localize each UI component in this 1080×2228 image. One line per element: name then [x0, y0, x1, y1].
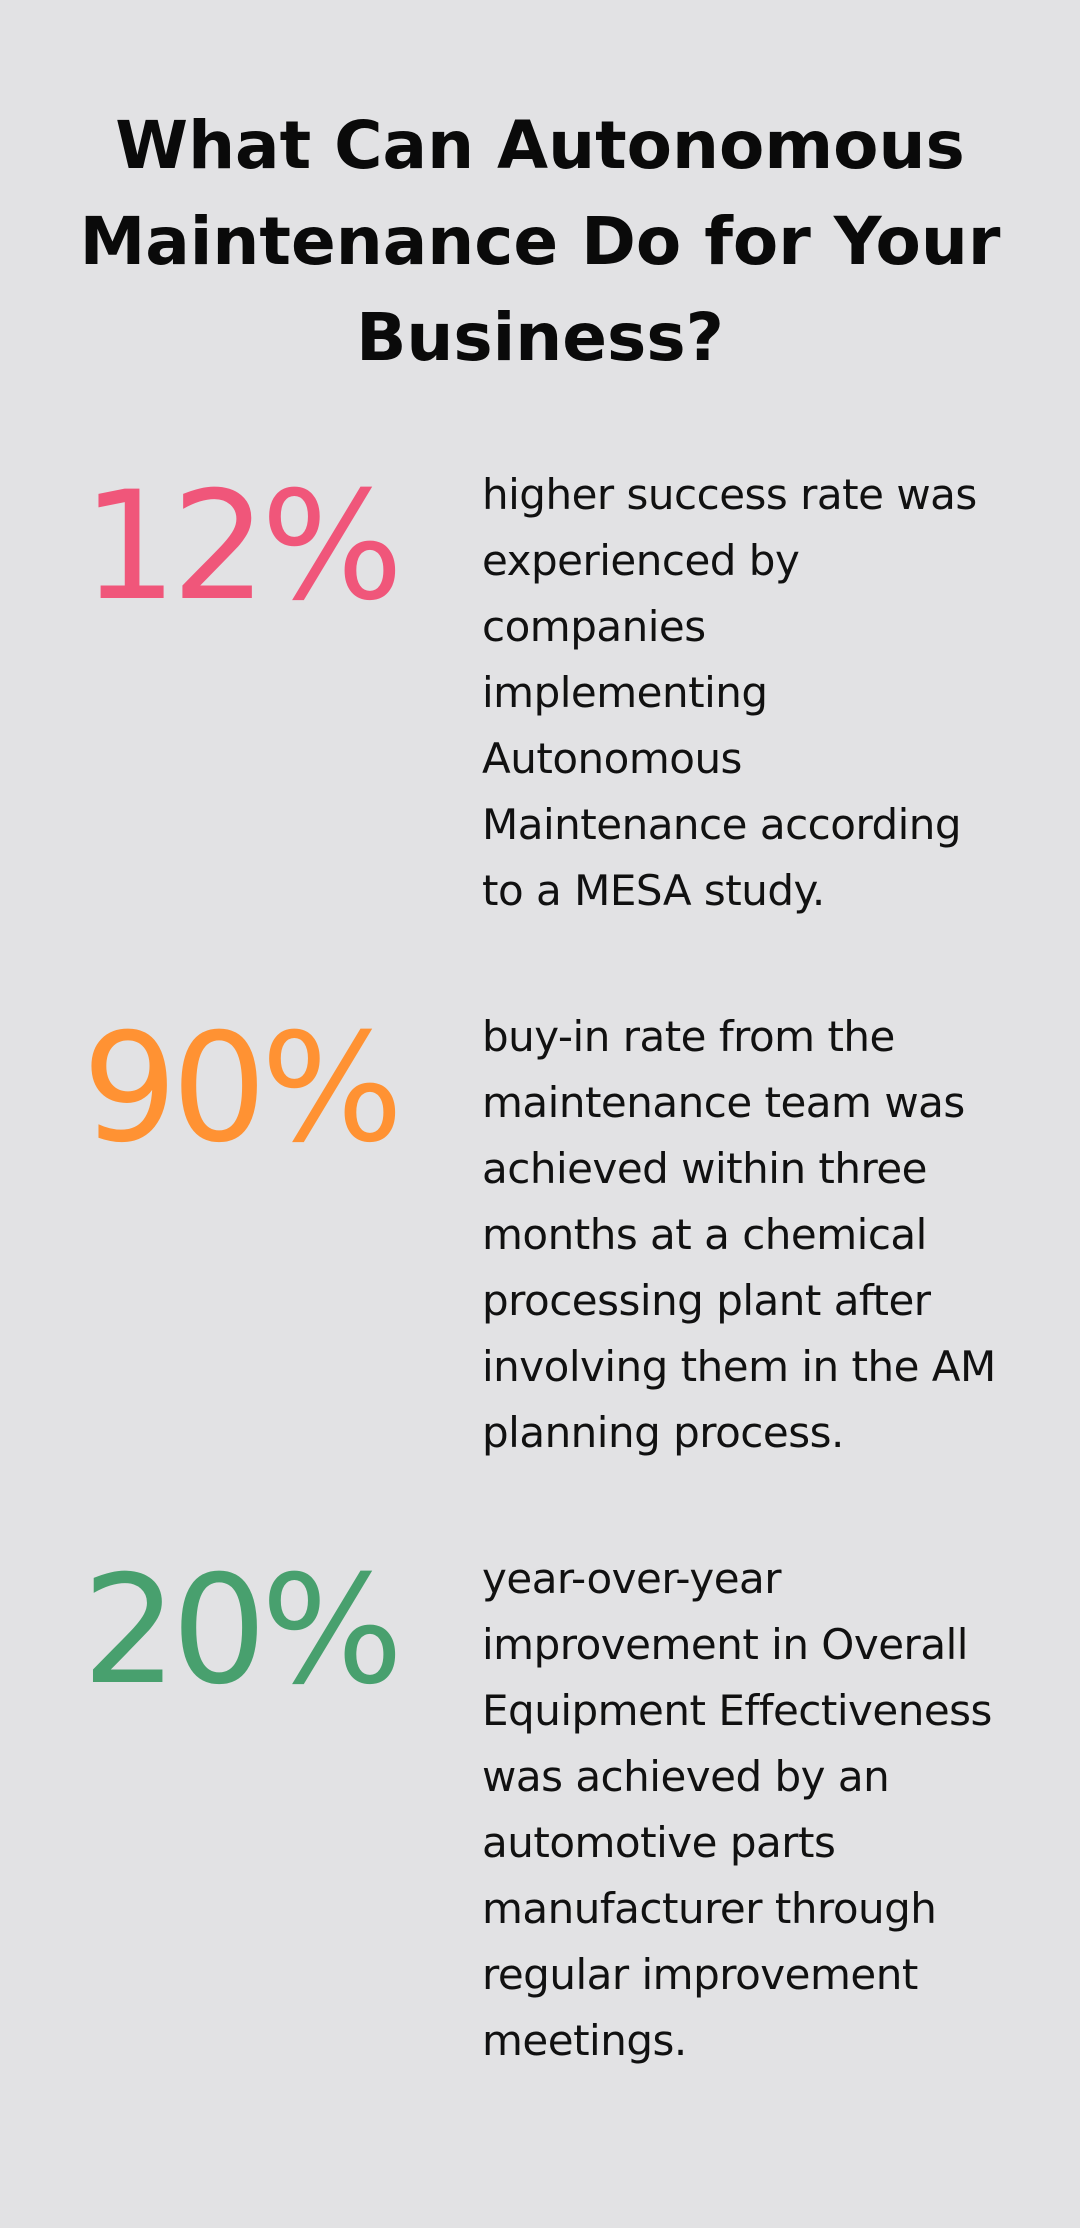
stat-description: year-over-year improvement in Overall Equipment Effectiveness was achieved by an automotive parts manufacturer through regular improvement meetings. [482, 1554, 992, 2065]
stat-value: 12% [82, 460, 398, 634]
stat-description: higher success rate was experienced by companies implementing Autonomous Maintenance according to a MESA study. [482, 470, 977, 915]
stat-value: 90% [82, 1002, 398, 1176]
stat-value: 20% [82, 1544, 398, 1718]
stat-description: buy-in rate from the maintenance team was achieved within three months at a chemical processing plant after involving them in the AM planning process. [482, 1012, 996, 1457]
page-title: What Can Autonomous Maintenance Do for Your Business? [79, 107, 1001, 376]
